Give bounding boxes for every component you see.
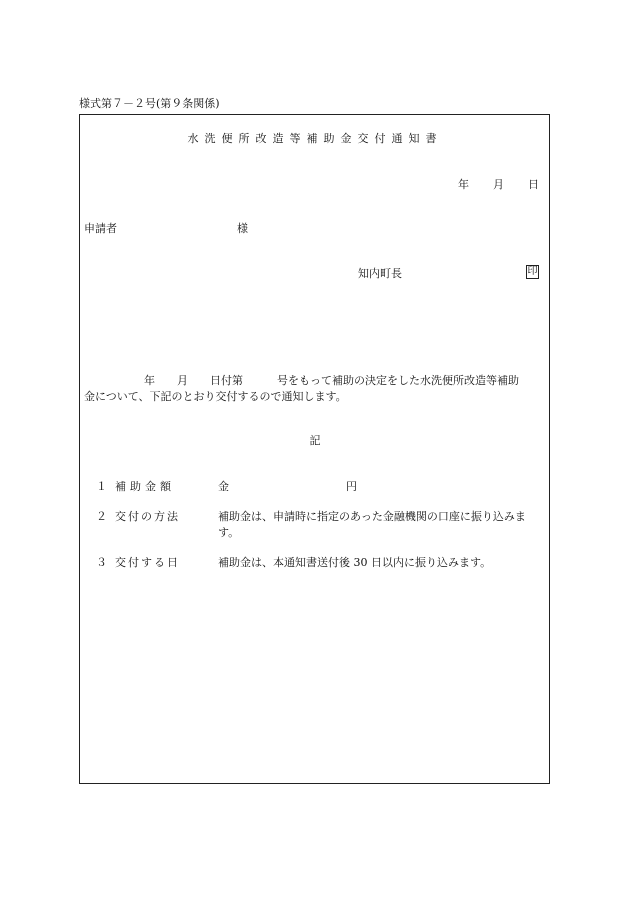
item-2-value-line-2: す。 <box>218 526 240 539</box>
item-1-label: 補助金額 <box>115 480 175 493</box>
applicant-label: 申請者 <box>84 222 117 235</box>
item-3-number: ３ <box>96 556 107 569</box>
document-title: 水洗便所改造等補助金交付通知書 <box>187 132 443 145</box>
item-1-value: 金 <box>218 480 229 493</box>
applicant-honorific: 様 <box>237 222 248 235</box>
item-2-value-line-1: 補助金は、申請時に指定のあった金融機関の口座に振り込みま <box>218 510 526 523</box>
item-1-unit: 円 <box>346 480 357 493</box>
item-2-number: ２ <box>96 510 107 523</box>
body-year: 年 <box>144 374 155 387</box>
item-1-number: １ <box>96 480 107 493</box>
item-3-value: 補助金は、本通知書送付後 30 日以内に振り込みます。 <box>218 556 492 569</box>
date-day: 日 <box>528 178 539 191</box>
item-3-label: 交付する日 <box>115 556 180 569</box>
date-year: 年 <box>458 178 469 191</box>
body-text-line-1 <box>84 374 519 388</box>
date-month: 月 <box>493 178 504 191</box>
form-number-label: 様式第７－２号(第９条関係) <box>79 97 220 110</box>
body-month: 月 <box>177 374 188 387</box>
body-line1-rest: 号をもって補助の決定をした水洗便所改造等補助 <box>277 374 519 387</box>
issuer-name: 知内町長 <box>358 267 402 280</box>
body-text-line-2: 金について、下記のとおり交付するので通知します。 <box>84 390 347 403</box>
document-frame <box>79 114 550 784</box>
issue-date <box>458 178 539 192</box>
ki-heading: 記 <box>309 434 321 447</box>
body-day-no: 日付第 <box>210 374 243 387</box>
seal-mark: 印 <box>527 266 538 277</box>
item-2-label: 交付の方法 <box>115 510 180 523</box>
